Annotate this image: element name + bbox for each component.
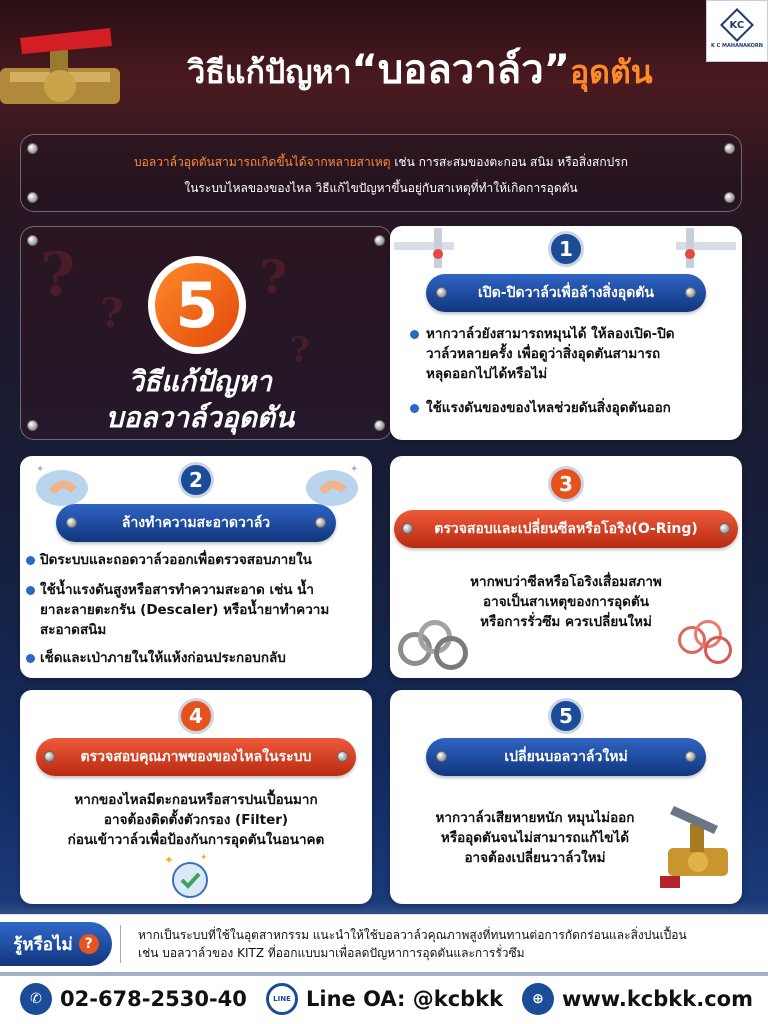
question-mark-decoration: ? — [290, 330, 310, 370]
step-1-number: 1 — [548, 231, 584, 267]
title-highlight: บอลวาล์ว — [377, 47, 544, 93]
step-2-bullet-2: ใช้น้ำแรงดันสูงหรือสารทำความสะอาด เช่น น้ำ ยาละลายตะกรัน (Descaler) หรือน้ำยาทำความ สะอาดสนิม — [40, 582, 330, 638]
title-part1: วิธีแก้ปัญหา — [187, 53, 352, 91]
ball-valve-illustration — [0, 20, 130, 130]
hero-number-badge: 5 — [148, 256, 246, 354]
company-logo[interactable] — [706, 0, 768, 62]
question-mark-decoration: ? — [40, 240, 76, 310]
pipe-valve-icon — [666, 228, 736, 268]
svg-text:✦: ✦ — [36, 464, 45, 475]
step-5-text: หากวาล์วเสียหายหนัก หมุนไม่ออก หรืออุดตันจนไม่สามารถแก้ไขได้ อาจต้องเปลี่ยนวาล์วใหม่ — [435, 810, 635, 866]
step-4-heading: ตรวจสอบคุณภาพของของไหลในระบบ — [36, 738, 356, 776]
intro-line-1: บอลวาล์วอุดตันสามารถเกิดขึ้นได้จากหลายสาเหตุ เช่น การสะสมของตะกอน สนิม หรือสิ่งสกปรก — [134, 155, 628, 169]
question-mark-decoration: ? — [100, 290, 124, 337]
step-1-bullet-1: หากวาล์วยังสามารถหมุนได้ ให้ลองเปิด-ปิด วาล์วหลายครั้ง เพื่อดูว่าสิ่งอุดตันสามารถ หลุดออกไปได้หรือไม่ — [426, 326, 675, 382]
globe-icon[interactable]: ⊕ — [522, 983, 554, 1015]
screw-icon — [66, 517, 77, 528]
page-title — [140, 47, 700, 93]
hero-line-1: วิธีแก้ปัญหา — [128, 365, 272, 398]
bullet-dot — [26, 654, 35, 663]
title-quote-close: ” — [543, 47, 570, 93]
divider — [120, 925, 121, 963]
screw-icon — [685, 751, 696, 762]
logo-name: K C MAHANAKORN — [711, 43, 763, 49]
screw-icon — [337, 751, 348, 762]
screw-icon — [44, 751, 55, 762]
did-you-know-badge: รู้หรือไม่ ? — [0, 922, 112, 966]
step-1-heading: เปิด-ปิดวาล์วเพื่อล้างสิ่งอุดตัน — [426, 274, 706, 312]
did-you-know-line-2: เช่น บอลวาล์วของ KITZ ที่ออกแบบมาเพื่อลดปัญหาการอุดตันและการรั่วซึม — [138, 946, 525, 960]
screw-icon — [315, 517, 326, 528]
svg-text:✦: ✦ — [164, 853, 175, 867]
title-quote-open: “ — [351, 47, 378, 93]
step-4-number: 4 — [178, 698, 214, 734]
step-2-bullet-1: ปิดระบบและถอดวาล์วออกเพื่อตรวจสอบภายใน — [40, 552, 312, 568]
phone-number[interactable]: 02-678-2530-40 — [60, 987, 247, 1011]
footer — [0, 976, 768, 1024]
step-5-number: 5 — [548, 698, 584, 734]
step-5-heading: เปลี่ยนบอลวาล์วใหม่ — [426, 738, 706, 776]
screw-icon — [27, 235, 38, 246]
screw-icon — [436, 751, 447, 762]
step-4-text: หากของไหลมีตะกอนหรือสารปนเปื้อนมาก อาจต้องติดตั้งตัวกรอง (Filter) ก่อนเข้าวาล์วเพื่อป้องกันการอุดตันในอนาคต — [67, 792, 325, 848]
screw-icon — [436, 287, 447, 298]
bullet-dot — [410, 330, 419, 339]
title-part2: อุดตัน — [569, 53, 653, 91]
step-2-number: 2 — [178, 462, 214, 498]
website-link[interactable]: www.kcbkk.com — [562, 987, 753, 1011]
svg-text:✦: ✦ — [200, 853, 208, 863]
line-oa-handle[interactable]: Line OA: @kcbkk — [306, 987, 504, 1011]
step-2-heading: ล้างทำความสะอาดวาล์ว — [56, 504, 336, 542]
o-ring-gray-icon — [398, 616, 470, 672]
step-3-heading: ตรวจสอบและเปลี่ยนซีลหรือโอริง(O-Ring) — [394, 510, 738, 548]
step-3-number: 3 — [548, 466, 584, 502]
hero-line-2: บอลวาล์วอุดตัน — [105, 401, 295, 434]
screw-icon — [27, 420, 38, 431]
screw-icon — [374, 420, 385, 431]
svg-text:✦: ✦ — [350, 464, 359, 475]
intro-line-2: ในระบบไหลของของไหล วิธีแก้ไขปัญหาขึ้นอยู่กับสาเหตุที่ทำให้เกิดการอุดตัน — [184, 181, 578, 195]
question-icon: ? — [79, 934, 99, 954]
question-mark-decoration: ? — [260, 250, 287, 304]
bullet-dot — [26, 586, 35, 595]
screw-icon — [374, 235, 385, 246]
intro-box — [20, 134, 742, 212]
screw-icon — [719, 523, 730, 534]
bullet-dot — [410, 404, 419, 413]
bullet-dot — [26, 556, 35, 565]
logo-mark-icon: KC — [720, 8, 754, 42]
o-ring-red-icon — [678, 618, 738, 668]
did-you-know-bar — [0, 914, 768, 972]
did-you-know-line-1: หากเป็นระบบที่ใช้ในอุตสาหกรรม แนะนำให้ใช้บอลวาล์วคุณภาพสูงที่ทนทานต่อการกัดกร่อนและสิ่งปนเปื้อน — [138, 928, 687, 942]
pipe-valve-icon — [394, 228, 464, 268]
checkmark-filter-icon — [160, 850, 216, 900]
step-3-text: หากพบว่าซีลหรือโอริงเสื่อมสภาพ อาจเป็นสาเหตุของการอุดตัน หรือการรั่วซึม ควรเปลี่ยนใหม่ — [470, 574, 662, 630]
brass-valve-icon — [660, 800, 736, 896]
screw-icon — [685, 287, 696, 298]
screw-icon — [402, 523, 413, 534]
step-1-bullet-2: ใช้แรงดันของของไหลช่วยดันสิ่งอุดตันออก — [426, 400, 671, 416]
line-icon[interactable]: LINE — [266, 983, 298, 1015]
phone-icon[interactable]: ✆ — [20, 983, 52, 1015]
step-2-bullet-3: เช็ดและเป่าภายในให้แห้งก่อนประกอบกลับ — [40, 650, 286, 666]
